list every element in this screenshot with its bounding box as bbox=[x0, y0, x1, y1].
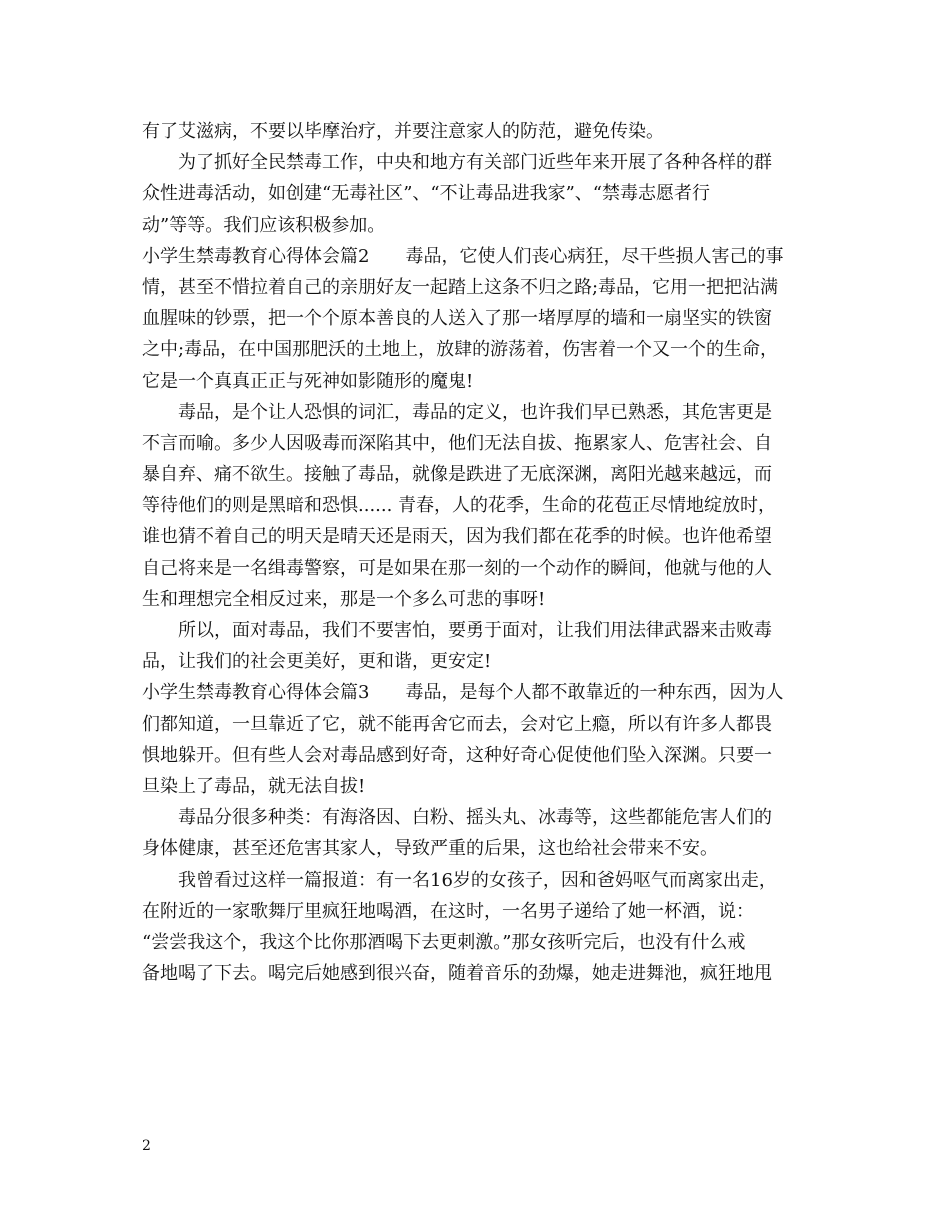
text-line: 毒品，是个让人恐惧的词汇，毒品的定义，也许我们早已熟悉，其危害更是 bbox=[178, 401, 772, 423]
text-line: 备地喝了下去。喝完后她感到很兴奋，随着音乐的劲爆，她走进舞池，疯狂地甩 bbox=[142, 963, 772, 985]
text-line: 众性进毒活动，如创建“无毒社区”、“不让毒品进我家”、“禁毒志愿者行 bbox=[142, 183, 711, 205]
text-line: 有了艾滋病，不要以毕摩治疗，并要注意家人的防范，避免传染。 bbox=[142, 121, 664, 142]
text-line: 谁也猜不着自己的明天是晴天还是雨天，因为我们都在花季的时候。也许他希望 bbox=[142, 526, 772, 548]
text-line: 自己将来是一名缉毒警察，可是如果在那一刻的一个动作的瞬间，他就与他的人 bbox=[142, 557, 772, 579]
text-line: 们都知道，一旦靠近了它，就不能再舍它而去，会对它上瘾，所以有许多人都畏 bbox=[142, 713, 772, 735]
text-line: 不言而喻。多少人因吸毒而深陷其中，他们无法自拔、拖累家人、危害社会、自 bbox=[142, 432, 772, 454]
text-line: 等待他们的则是黑暗和恐惧...... 青春，人的花季，生命的花苞正尽情地绽放时， bbox=[142, 495, 777, 517]
text-line: 它是一个真真正正与死神如影随形的魔鬼! bbox=[142, 370, 474, 392]
text-line: 动”等等。我们应该积极参加。 bbox=[142, 214, 386, 236]
text-line: 小学生禁毒教育心得体会篇2 毒品，它使人们丧心病狂，尽干些损人害己的事 bbox=[142, 245, 784, 267]
text-line: 身体健康，甚至还危害其家人，导致严重的后果，这也给社会带来不安。 bbox=[142, 838, 718, 860]
text-line: “尝尝我这个，我这个比你那酒喝下去更刺激。”那女孩听完后，也没有什么戒 bbox=[142, 931, 746, 953]
text-line: 在附近的一家歌舞厅里疯狂地喝酒，在这时，一名男子递给了她一杯酒，说： bbox=[142, 900, 754, 922]
text-line: 暴自弃、痛不欲生。接触了毒品，就像是跌进了无底深渊，离阳光越来越远，而 bbox=[142, 464, 772, 486]
text-line: 小学生禁毒教育心得体会篇3 毒品，是每个人都不敢靠近的一种东西，因为人 bbox=[142, 682, 784, 704]
text-line: 生和理想完全相反过来，那是一个多么可悲的事呀! bbox=[142, 588, 546, 610]
text-line: 毒品分很多种类：有海洛因、白粉、摇头丸、冰毒等，这些都能危害人们的 bbox=[178, 807, 772, 829]
text-line: 我曾看过这样一篇报道：有一名16岁的女孩子，因和爸妈呕气而离家出走， bbox=[178, 869, 777, 891]
text-line: 情，甚至不惜拉着自己的亲朋好友一起踏上这条不归之路;毒品，它用一把把沾满 bbox=[142, 276, 779, 298]
text-line: 之中;毒品，在中国那肥沃的土地上，放肆的游荡着，伤害着一个又一个的生命， bbox=[142, 339, 779, 361]
text-line: 旦染上了毒品，就无法自拔! bbox=[142, 775, 366, 797]
text-line: 惧地躲开。但有些人会对毒品感到好奇，这种好奇心促使他们坠入深渊。只要一 bbox=[142, 744, 772, 766]
text-line: 所以，面对毒品，我们不要害怕，要勇于面对，让我们用法律武器来击败毒 bbox=[178, 620, 772, 641]
body-text bbox=[142, 116, 812, 989]
text-line: 品，让我们的社会更美好，更和谐，更安定! bbox=[142, 651, 492, 673]
text-line: 为了抓好全民禁毒工作，中央和地方有关部门近些年来开展了各种各样的群 bbox=[178, 152, 772, 174]
text-line: 血腥味的钞票，把一个个原本善良的人送入了那一堵厚厚的墙和一扇坚实的铁窗 bbox=[142, 308, 772, 330]
page-number: 2 bbox=[142, 1138, 151, 1154]
